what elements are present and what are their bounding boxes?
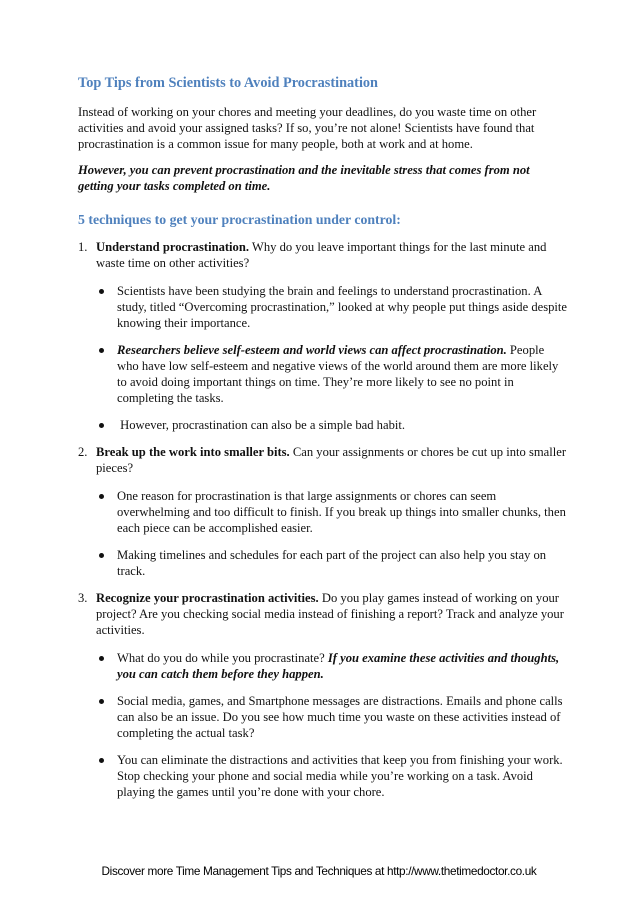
bullet-icon xyxy=(99,289,104,294)
bullet-bold-text: Researchers believe self-esteem and world views can affect procrastination. xyxy=(117,343,507,357)
bullet-icon xyxy=(99,758,104,763)
technique-item-1 xyxy=(78,239,568,433)
emphasis-paragraph: However, you can prevent procrastination and the inevitable stress that comes from not getting your tasks completed on time. xyxy=(78,163,530,193)
technique-item-3 xyxy=(78,590,568,800)
bullet-icon xyxy=(99,494,104,499)
item-number: 2. xyxy=(78,445,88,459)
item-lead: Break up the work into smaller bits. xyxy=(96,445,290,459)
bullet-text: You can eliminate the distractions and activities that keep you from finishing your work. Stop checking your phone and social media while you’re working on a task. Avoid playing the games until you’re done with your chore. xyxy=(117,753,563,799)
bullet-item xyxy=(96,417,568,433)
bullet-icon xyxy=(99,699,104,704)
bullet-bold-text: If you examine these activities and thoughts, you can catch them before they happen. xyxy=(117,651,560,681)
bullet-item xyxy=(96,693,568,741)
bullet-item xyxy=(96,650,568,682)
bullet-icon xyxy=(99,348,104,353)
bullet-item xyxy=(96,342,568,406)
item-lead: Understand procrastination. xyxy=(96,240,250,254)
bullet-item xyxy=(96,547,568,579)
item-text: Do you play games instead of working on your project? Are you checking social media instead of finishing a report? Track and analyze your activities. xyxy=(96,591,564,637)
item-lead: Recognize your procrastination activities. xyxy=(96,591,319,605)
item-number: 3. xyxy=(78,591,88,605)
footer-link-text: Discover more Time Management Tips and Techniques at http://www.thetimedoctor.co.uk xyxy=(101,864,537,878)
bullet-text: Scientists have been studying the brain and feelings to understand procrastination. A study, titled “Overcoming procrastination,” looked at why people put things aside despite knowing their importance. xyxy=(117,284,568,330)
item-text: Can your assignments or chores be cut up into smaller pieces? xyxy=(96,445,567,475)
intro-paragraph: Instead of working on your chores and meeting your deadlines, do you waste time on other activities and avoid your assigned tasks? If so, you’re not alone! Scientists have found that procrastination is a common issue for many people, both at work and at home. xyxy=(78,105,537,151)
bullet-icon xyxy=(99,423,104,428)
document-page xyxy=(78,74,568,811)
bullet-text: What do you do while you procrastinate? xyxy=(117,651,328,665)
techniques-list xyxy=(78,239,568,800)
page-title: Top Tips from Scientists to Avoid Procrastination xyxy=(78,75,379,91)
bullet-icon xyxy=(99,656,104,661)
bullet-text: Making timelines and schedules for each part of the project can also help you stay on track. xyxy=(117,548,547,578)
bullet-item xyxy=(96,752,568,800)
bullet-icon xyxy=(99,553,104,558)
item-number: 1. xyxy=(78,240,88,254)
bullet-item xyxy=(96,488,568,536)
technique-item-2 xyxy=(78,444,568,579)
bullet-list xyxy=(96,283,568,433)
bullet-list xyxy=(96,650,568,800)
item-text: Why do you leave important things for the last minute and waste time on other activities? xyxy=(96,240,547,270)
bullet-list xyxy=(96,488,568,579)
bullet-text: However, procrastination can also be a simple bad habit. xyxy=(117,418,406,432)
bullet-item xyxy=(96,283,568,331)
bullet-text: One reason for procrastination is that large assignments or chores can seem overwhelming and too difficult to finish. If you break up things into smaller chunks, then each piece can be accomplished easier. xyxy=(117,489,566,535)
bullet-text: People who have low self-esteem and negative views of the world around them are more likely to avoid doing important things on time. They’re more likely to see no point in completing the tasks. xyxy=(117,343,559,405)
bullet-text: Social media, games, and Smartphone messages are distractions. Emails and phone calls can also be an issue. Do you see how much time you waste on these activities instead of completing the actual task? xyxy=(117,694,563,740)
section-title: 5 techniques to get your procrastination under control: xyxy=(78,212,401,227)
